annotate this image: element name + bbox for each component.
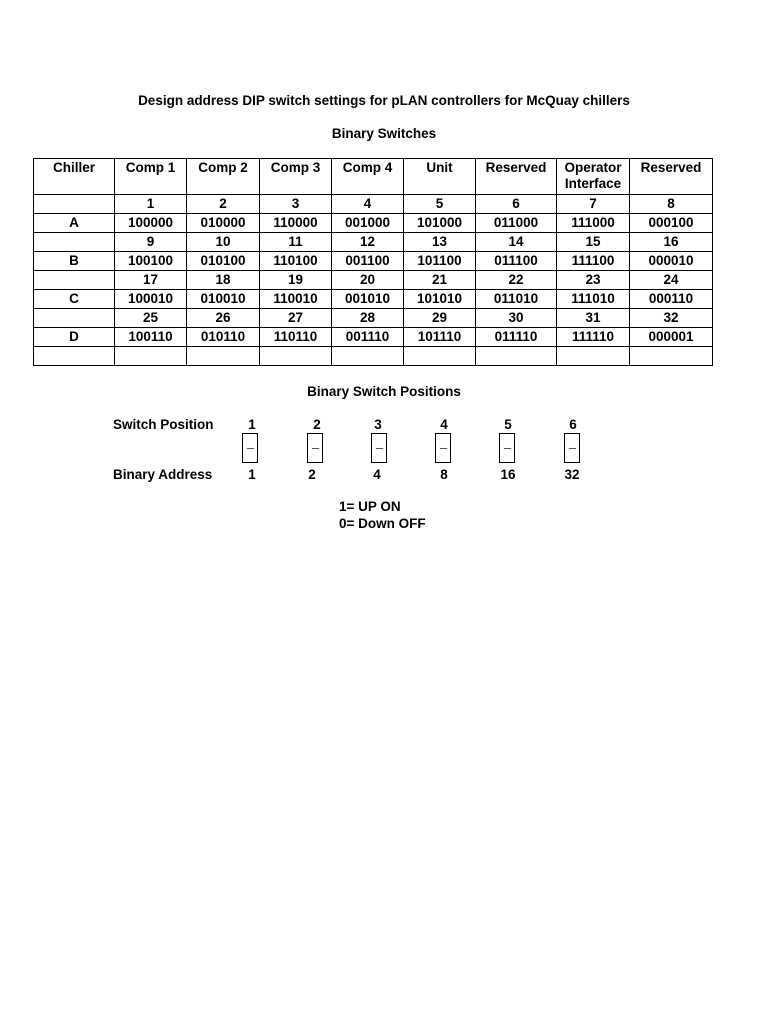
- chiller-cell: D: [34, 328, 115, 347]
- dip-switch-icon: [242, 433, 258, 463]
- table-cell: 18: [187, 271, 260, 290]
- table-cell: 001110: [332, 328, 404, 347]
- table-row: [34, 195, 713, 214]
- switch-position-number: 4: [440, 417, 448, 432]
- table-cell: 25: [115, 309, 187, 328]
- table-cell: 010010: [187, 290, 260, 309]
- table-cell: 010110: [187, 328, 260, 347]
- table-cell: 111110: [557, 328, 630, 347]
- binary-address-value: 2: [308, 467, 316, 482]
- switch-position-label: Switch Position: [113, 417, 214, 432]
- binary-address-value: 16: [500, 467, 516, 482]
- header-chiller: Chiller: [34, 159, 115, 195]
- section-title-binary-switches: Binary Switches: [331, 126, 437, 141]
- table-cell: 14: [476, 233, 557, 252]
- table-cell: 110100: [260, 252, 332, 271]
- table-cell: 011010: [476, 290, 557, 309]
- switch-lever-mark: [569, 448, 576, 449]
- binary-address-value: 4: [373, 467, 381, 482]
- table-cell: 20: [332, 271, 404, 290]
- table-cell: 011110: [476, 328, 557, 347]
- table-row: [34, 252, 713, 271]
- table-cell: 8: [630, 195, 713, 214]
- table-cell: 010000: [187, 214, 260, 233]
- switch-lever-mark: [247, 448, 254, 449]
- table-cell: 111010: [557, 290, 630, 309]
- table-cell: 10: [187, 233, 260, 252]
- table-cell: 32: [630, 309, 713, 328]
- table-cell: 010100: [187, 252, 260, 271]
- document-title: Design address DIP switch settings for pLAN controllers for McQuay chillers: [138, 93, 630, 108]
- table-cell: 000001: [630, 328, 713, 347]
- table-cell: 110010: [260, 290, 332, 309]
- dip-switch-icon: [371, 433, 387, 463]
- binary-address-label: Binary Address: [113, 467, 213, 482]
- table-row: [34, 309, 713, 328]
- table-cell: 4: [332, 195, 404, 214]
- table-cell: 001000: [332, 214, 404, 233]
- header-comp-2: Comp 2: [187, 159, 260, 195]
- switch-position-number: 1: [248, 417, 256, 432]
- table-cell: 011000: [476, 214, 557, 233]
- table-cell: 001100: [332, 252, 404, 271]
- table-cell: 13: [404, 233, 476, 252]
- table-cell: 100110: [115, 328, 187, 347]
- table-cell: 7: [557, 195, 630, 214]
- binary-address-value: 1: [248, 467, 256, 482]
- switch-position-number: 3: [374, 417, 382, 432]
- binary-address-value: 8: [440, 467, 448, 482]
- table-cell: 100010: [115, 290, 187, 309]
- table-cell: 000110: [630, 290, 713, 309]
- chiller-cell: [34, 233, 115, 252]
- table-row: [34, 347, 713, 366]
- table-cell: [115, 347, 187, 366]
- switch-lever-mark: [504, 448, 511, 449]
- table-cell: 101000: [404, 214, 476, 233]
- header-unit: Unit: [404, 159, 476, 195]
- table-cell: 16: [630, 233, 713, 252]
- table-cell: [187, 347, 260, 366]
- table-cell: 100100: [115, 252, 187, 271]
- table-row: [34, 233, 713, 252]
- table-cell: 29: [404, 309, 476, 328]
- table-cell: 23: [557, 271, 630, 290]
- switch-position-number: 5: [504, 417, 512, 432]
- legend-on: 1= UP ON: [339, 499, 401, 514]
- switch-lever-mark: [376, 448, 383, 449]
- table-cell: 30: [476, 309, 557, 328]
- header-reserved-2: Reserved: [630, 159, 713, 195]
- table-cell: 111100: [557, 252, 630, 271]
- table-cell: 110110: [260, 328, 332, 347]
- table-cell: [404, 347, 476, 366]
- header-comp-4: Comp 4: [332, 159, 404, 195]
- header-comp-3: Comp 3: [260, 159, 332, 195]
- table-cell: 15: [557, 233, 630, 252]
- chiller-cell: [34, 347, 115, 366]
- table-cell: [260, 347, 332, 366]
- table-cell: 11: [260, 233, 332, 252]
- table-cell: 1: [115, 195, 187, 214]
- table-cell: 26: [187, 309, 260, 328]
- dip-switch-icon: [307, 433, 323, 463]
- dip-switch-icon: [564, 433, 580, 463]
- header-comp-1: Comp 1: [115, 159, 187, 195]
- table-cell: 000100: [630, 214, 713, 233]
- table-cell: 6: [476, 195, 557, 214]
- table-cell: 12: [332, 233, 404, 252]
- switch-lever-mark: [440, 448, 447, 449]
- table-cell: 22: [476, 271, 557, 290]
- table-cell: 3: [260, 195, 332, 214]
- table-row: [34, 214, 713, 233]
- table-cell: [332, 347, 404, 366]
- table-cell: 5: [404, 195, 476, 214]
- table-cell: 001010: [332, 290, 404, 309]
- table-cell: 27: [260, 309, 332, 328]
- table-cell: 111000: [557, 214, 630, 233]
- table-cell: 100000: [115, 214, 187, 233]
- table-cell: 21: [404, 271, 476, 290]
- table-header-row: [34, 159, 713, 195]
- chiller-cell: C: [34, 290, 115, 309]
- section-title-switch-positions: Binary Switch Positions: [307, 384, 461, 399]
- table-row: [34, 328, 713, 347]
- table-cell: 24: [630, 271, 713, 290]
- table-cell: 000010: [630, 252, 713, 271]
- table-cell: 101010: [404, 290, 476, 309]
- dip-switch-table: [33, 158, 713, 366]
- table-row: [34, 290, 713, 309]
- header-operator-interface: Operator Interface: [557, 159, 630, 195]
- chiller-cell: A: [34, 214, 115, 233]
- chiller-cell: [34, 271, 115, 290]
- binary-address-value: 32: [564, 467, 580, 482]
- switch-lever-mark: [312, 448, 319, 449]
- dip-switch-icon: [435, 433, 451, 463]
- switch-position-number: 6: [569, 417, 577, 432]
- table-cell: 28: [332, 309, 404, 328]
- legend-off: 0= Down OFF: [339, 516, 426, 531]
- table-cell: [630, 347, 713, 366]
- chiller-cell: [34, 309, 115, 328]
- table-cell: [476, 347, 557, 366]
- table-row: [34, 271, 713, 290]
- table-cell: 31: [557, 309, 630, 328]
- table-cell: 19: [260, 271, 332, 290]
- table-cell: 110000: [260, 214, 332, 233]
- chiller-cell: [34, 195, 115, 214]
- table-cell: 011100: [476, 252, 557, 271]
- chiller-cell: B: [34, 252, 115, 271]
- header-reserved: Reserved: [476, 159, 557, 195]
- table-cell: 2: [187, 195, 260, 214]
- table-cell: 101100: [404, 252, 476, 271]
- table-cell: [557, 347, 630, 366]
- table-cell: 101110: [404, 328, 476, 347]
- table-cell: 9: [115, 233, 187, 252]
- switch-position-number: 2: [313, 417, 321, 432]
- dip-switch-icon: [499, 433, 515, 463]
- table-cell: 17: [115, 271, 187, 290]
